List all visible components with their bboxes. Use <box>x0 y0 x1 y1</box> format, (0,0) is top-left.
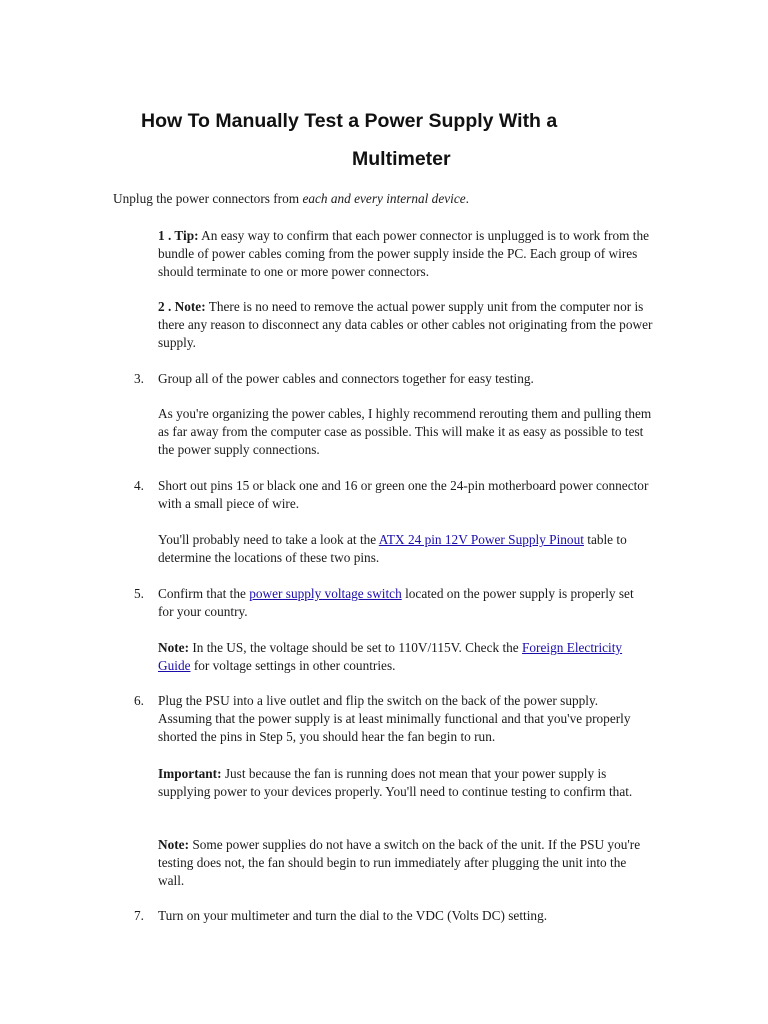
note-paragraph <box>158 298 658 352</box>
step-6-important <box>158 765 658 801</box>
step-5-note-label: Note: <box>158 640 190 655</box>
step-4-text: Short out pins 15 or black one and 16 or green one the 24-pin motherboard power connector with a small piece of wire. <box>158 478 649 511</box>
note-text: There is no need to remove the actual power supply unit from the computer nor is there any reason to disconnect any data cables or other cables not originating from the power supply. <box>158 299 653 350</box>
step-6-note <box>158 836 648 890</box>
important-text: Just because the fan is running does not mean that your power supply is supplying power to your devices properly. You'll need to continue testing to confirm that. <box>158 766 633 799</box>
step-3-text: Group all of the power cables and connectors together for easy testing. <box>158 371 534 386</box>
voltage-switch-link[interactable]: power supply voltage switch <box>249 586 402 601</box>
step-7-text: Turn on your multimeter and turn the dial to the VDC (Volts DC) setting. <box>158 908 548 923</box>
tip-paragraph <box>158 227 658 281</box>
intro-emphasis: each and every internal device <box>302 191 466 206</box>
step-5-note <box>158 639 638 675</box>
intro-text: Unplug the power connectors from <box>113 191 303 206</box>
step-5-note-text: In the US, the voltage should be set to 110V/115V. Check the <box>189 640 523 655</box>
intro-end: . <box>465 191 469 206</box>
step-6-note-label: Note: <box>158 837 190 852</box>
step-6-text: Plug the PSU into a live outlet and flip the switch on the back of the power supply. Assuming that the power supply is at least minimally functional and that you've properly shorted the pins in Step 5, you should hear the fan begin to run. <box>158 693 631 744</box>
tip-text: An easy way to confirm that each power connector is unplugged is to work from the bundle of power cables coming from the power supply inside the PC. Each group of wires should terminate to one or more power connectors. <box>158 228 650 279</box>
step-number: 3. <box>134 371 144 386</box>
step-5-text-end: located on the power supply is properly set for your country. <box>158 586 634 619</box>
note-label: 2 . Note: <box>158 299 206 314</box>
step-number: 7. <box>134 908 144 923</box>
step-4-detail <box>158 531 658 567</box>
page-title-line-1: How To Manually Test a Power Supply With a <box>141 110 558 132</box>
step-number: 4. <box>134 478 144 493</box>
important-label: Important: <box>158 766 222 781</box>
step-6-note-text: Some power supplies do not have a switch on the back of the unit. If the PSU you're testing does not, the fan should begin to run immediately after plugging the unit into the wall. <box>158 837 641 888</box>
step-5-text <box>158 585 638 621</box>
step-number: 5. <box>134 586 144 601</box>
intro-paragraph <box>113 190 673 208</box>
step-5-text-start: Confirm that the <box>158 586 250 601</box>
step-4-detail-end: table to determine the locations of these two pins. <box>158 532 627 565</box>
step-3-detail: As you're organizing the power cables, I highly recommend rerouting them and pulling them as far away from the computer case as possible. This will make it as easy as possible to test the power supply connections. <box>158 406 652 457</box>
pinout-link[interactable]: ATX 24 pin 12V Power Supply Pinout <box>378 532 584 547</box>
step-5-note-end: for voltage settings in other countries. <box>190 658 396 673</box>
step-4-detail-text: You'll probably need to take a look at the <box>158 532 379 547</box>
electricity-guide-link[interactable]: Foreign Electricity Guide <box>158 640 623 673</box>
page-title-line-2: Multimeter <box>352 148 451 170</box>
tip-label: 1 . Tip: <box>158 228 199 243</box>
step-number: 6. <box>134 693 144 708</box>
